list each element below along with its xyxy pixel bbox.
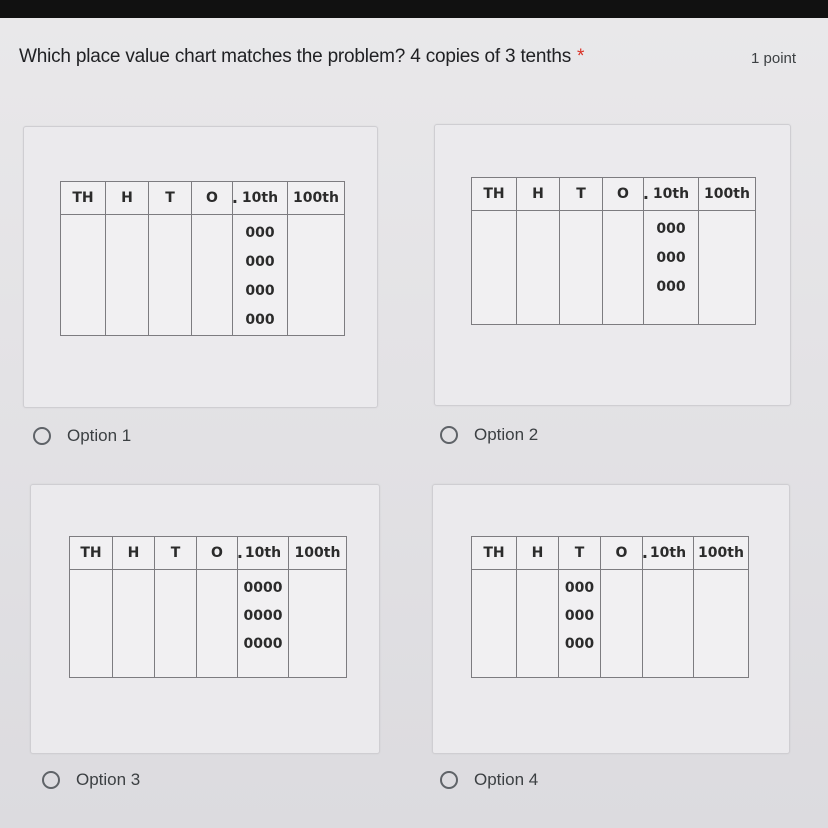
place-value-chart-4 (471, 536, 749, 678)
cell-t (560, 211, 603, 325)
col-th: TH (472, 178, 517, 211)
option-3-label: Option 3 (76, 770, 141, 789)
col-t: T (149, 182, 192, 215)
cell-hundredths (694, 570, 749, 678)
option-4-radio[interactable] (440, 771, 458, 789)
cell-h (517, 570, 559, 678)
col-o-label: O (617, 186, 629, 202)
ones-value: 000 (564, 636, 595, 652)
cell-o (603, 211, 644, 325)
col-o (603, 178, 649, 211)
cell-t (155, 570, 197, 678)
decimal-point: . (236, 543, 243, 562)
cell-th (61, 215, 106, 336)
option-4-label: Option 4 (474, 770, 539, 789)
cell-tenths (643, 570, 694, 678)
col-hundredths: 100th (694, 537, 749, 570)
decimal-point: . (641, 543, 648, 562)
option-1-label: Option 1 (67, 426, 132, 445)
tenths-value: 000 (245, 225, 275, 241)
cell-th (70, 570, 113, 678)
cell-o (192, 215, 233, 336)
cell-hundredths (288, 215, 345, 336)
tenths-value: 0000 (243, 608, 283, 624)
tenths-value: 000 (656, 221, 686, 237)
cell-tenths (238, 570, 289, 678)
col-h: H (113, 537, 155, 570)
option-3-radio[interactable] (42, 771, 60, 789)
col-tenths: 10th (643, 537, 694, 570)
option-1[interactable] (33, 426, 131, 446)
option-2-image-card (434, 124, 791, 406)
cell-tenths (644, 211, 699, 325)
option-1-radio[interactable] (33, 427, 51, 445)
col-h: H (517, 537, 559, 570)
tenths-value: 000 (656, 250, 686, 266)
cell-h (113, 570, 155, 678)
col-o (197, 537, 243, 570)
option-3[interactable] (42, 770, 140, 790)
col-o-label: O (211, 545, 223, 561)
question-text: Which place value chart matches the problem? 4 copies of 3 tenths (19, 46, 572, 67)
cell-th (472, 570, 517, 678)
tenths-value: 000 (245, 254, 275, 270)
col-tenths: 10th (233, 182, 288, 215)
col-hundredths: 100th (699, 178, 756, 211)
cell-o (601, 570, 643, 678)
cell-t (559, 570, 601, 678)
cell-hundredths (699, 211, 756, 325)
col-o-label: O (615, 545, 628, 561)
cell-hundredths (289, 570, 347, 678)
place-value-chart-3 (69, 536, 347, 678)
col-t: T (155, 537, 197, 570)
option-2[interactable] (440, 425, 538, 445)
tenths-value: 000 (656, 279, 686, 295)
option-4-image-card (432, 484, 790, 754)
col-h: H (106, 182, 149, 215)
col-t: T (560, 178, 603, 211)
points-label: 1 point (751, 50, 797, 67)
cell-h (517, 211, 560, 325)
option-2-radio[interactable] (440, 426, 458, 444)
option-1-image-card (23, 126, 378, 408)
decimal-point: . (231, 188, 238, 207)
tenths-value: 0000 (243, 636, 283, 652)
col-th: TH (70, 537, 113, 570)
col-o (601, 537, 648, 570)
col-o (192, 182, 238, 215)
tenths-value: 000 (245, 283, 275, 299)
col-o-label: O (206, 190, 218, 206)
col-hundredths: 100th (289, 537, 347, 570)
col-th: TH (61, 182, 106, 215)
place-value-chart-2 (471, 177, 756, 325)
col-tenths: 10th (644, 178, 699, 211)
tenths-value: 0000 (243, 580, 283, 596)
tenths-value: 000 (245, 312, 275, 328)
place-value-chart-1 (60, 181, 345, 336)
decimal-point: . (642, 184, 649, 203)
col-tenths: 10th (238, 537, 289, 570)
col-hundredths: 100th (288, 182, 345, 215)
col-t: T (559, 537, 601, 570)
cell-th (472, 211, 517, 325)
col-h: H (517, 178, 560, 211)
cell-tenths (233, 215, 288, 336)
ones-value: 000 (564, 580, 595, 596)
screen (0, 18, 828, 828)
col-th: TH (472, 537, 517, 570)
question-title (19, 46, 584, 68)
option-2-label: Option 2 (474, 425, 539, 444)
cell-o (197, 570, 238, 678)
option-3-image-card (30, 484, 380, 754)
cell-h (106, 215, 149, 336)
required-asterisk: * (577, 46, 585, 67)
option-4[interactable] (440, 770, 538, 790)
ones-value: 000 (564, 608, 595, 624)
cell-t (149, 215, 192, 336)
